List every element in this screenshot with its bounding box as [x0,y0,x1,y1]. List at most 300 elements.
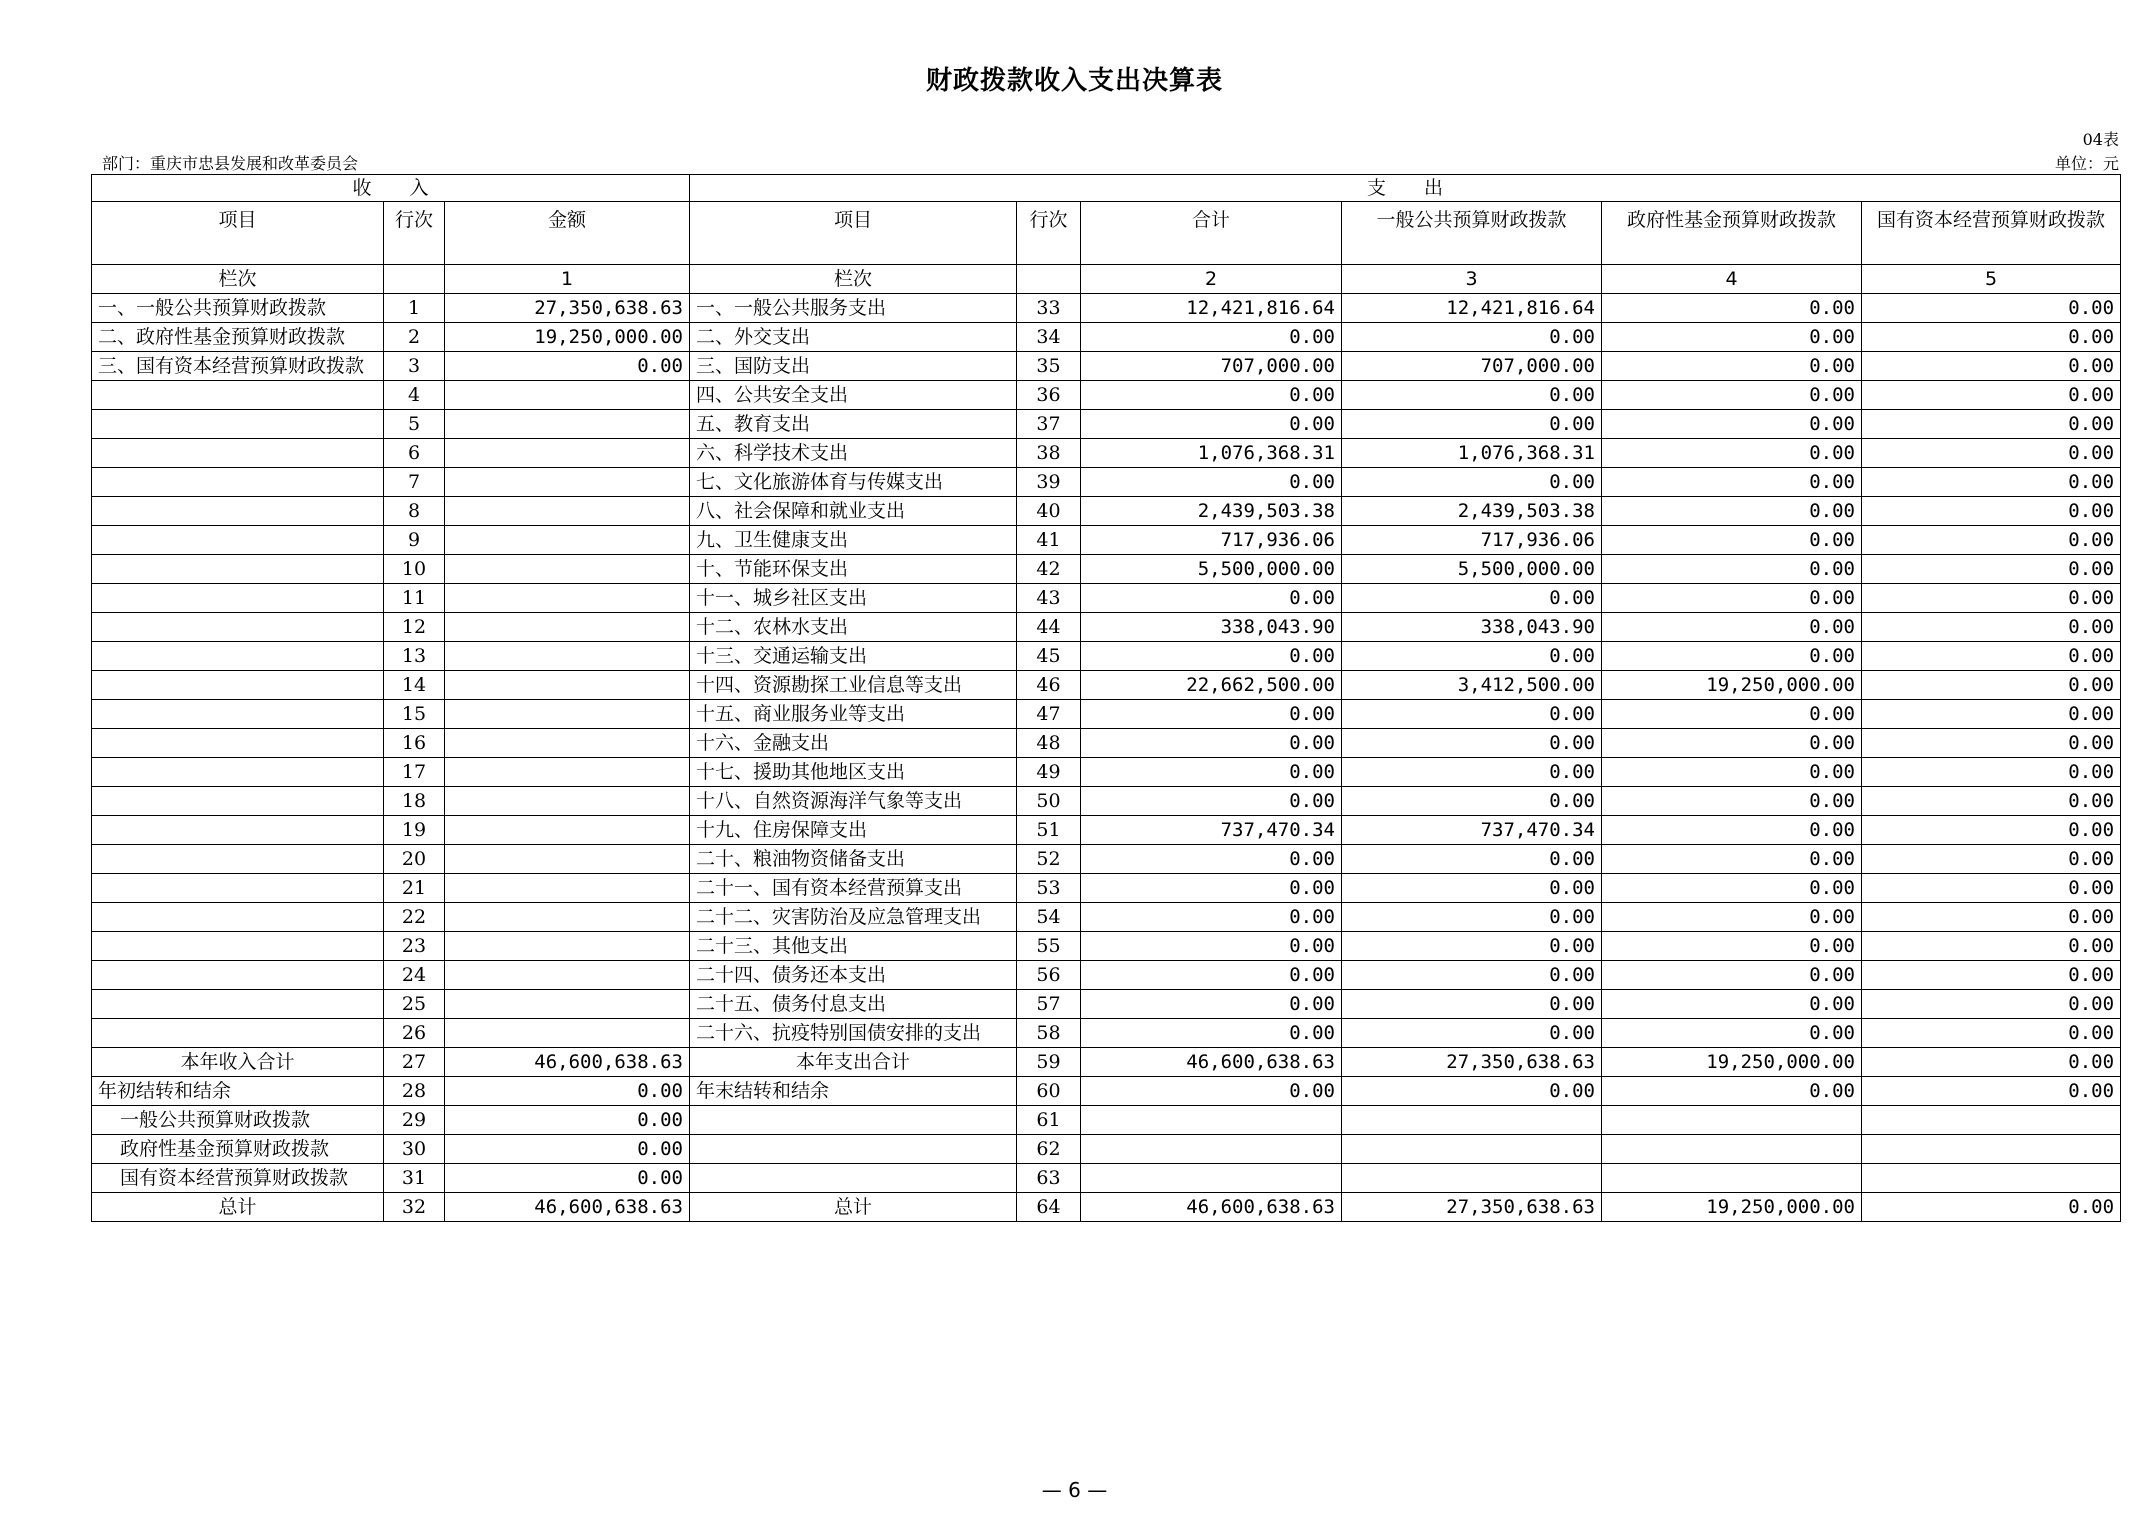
column-index-blank-expense [1017,265,1081,294]
table-row [92,352,2121,381]
income-item [92,642,384,671]
expense-item: 十八、自然资源海洋气象等支出 [690,787,1017,816]
expense-state: 0.00 [1862,439,2121,468]
table-row [92,1019,2121,1048]
expense-item: 二十六、抗疫特别国债安排的支出 [690,1019,1017,1048]
table-row [92,613,2121,642]
table-row [92,526,2121,555]
expense-fund: 0.00 [1602,439,1862,468]
expense-fund: 0.00 [1602,352,1862,381]
income-line: 29 [384,1106,445,1135]
income-amount [445,700,690,729]
income-amount [445,961,690,990]
income-item [92,758,384,787]
income-line: 19 [384,816,445,845]
expense-general: 0.00 [1342,990,1602,1019]
appropriation-table [91,174,2121,1222]
expense-line: 40 [1017,497,1081,526]
expense-fund: 0.00 [1602,990,1862,1019]
expense-line: 58 [1017,1019,1081,1048]
expense-general: 0.00 [1342,903,1602,932]
income-amount [445,845,690,874]
expense-general: 0.00 [1342,961,1602,990]
expense-line: 55 [1017,932,1081,961]
income-item: 年初结转和结余 [92,1077,384,1106]
expense-item: 七、文化旅游体育与传媒支出 [690,468,1017,497]
expense-total [1081,1135,1342,1164]
expense-total: 0.00 [1081,961,1342,990]
income-amount: 0.00 [445,1135,690,1164]
income-amount [445,874,690,903]
income-line: 25 [384,990,445,1019]
expense-item: 二十二、灾害防治及应急管理支出 [690,903,1017,932]
table-row [92,555,2121,584]
expense-state: 0.00 [1862,381,2121,410]
expense-line: 64 [1017,1193,1081,1222]
header-income-amount: 金额 [445,202,690,265]
column-index-2: 2 [1081,265,1342,294]
expense-item: 十四、资源勘探工业信息等支出 [690,671,1017,700]
table-row [92,787,2121,816]
table-row [92,584,2121,613]
expense-item [690,1164,1017,1193]
expense-state [1862,1135,2121,1164]
expense-state: 0.00 [1862,1193,2121,1222]
expense-state: 0.00 [1862,932,2121,961]
income-item [92,816,384,845]
income-item [92,468,384,497]
expense-general: 0.00 [1342,932,1602,961]
expense-general: 707,000.00 [1342,352,1602,381]
income-line: 1 [384,294,445,323]
expense-fund: 0.00 [1602,1019,1862,1048]
expense-fund: 0.00 [1602,381,1862,410]
expense-line: 63 [1017,1164,1081,1193]
income-item: 二、政府性基金预算财政拨款 [92,323,384,352]
expense-state: 0.00 [1862,671,2121,700]
expense-line: 60 [1017,1077,1081,1106]
income-amount [445,381,690,410]
department-label: 部门：重庆市忠县发展和改革委员会 [102,154,359,173]
expense-general: 0.00 [1342,410,1602,439]
expense-line: 62 [1017,1135,1081,1164]
income-amount: 27,350,638.63 [445,294,690,323]
income-amount [445,758,690,787]
expense-line: 59 [1017,1048,1081,1077]
expense-item: 十三、交通运输支出 [690,642,1017,671]
expense-general: 0.00 [1342,700,1602,729]
expense-item: 十七、援助其他地区支出 [690,758,1017,787]
expense-general: 12,421,816.64 [1342,294,1602,323]
income-line: 2 [384,323,445,352]
income-amount: 0.00 [445,352,690,381]
expense-state: 0.00 [1862,352,2121,381]
expense-line: 46 [1017,671,1081,700]
expense-total: 0.00 [1081,642,1342,671]
income-line: 11 [384,584,445,613]
expense-line: 56 [1017,961,1081,990]
expense-total: 717,936.06 [1081,526,1342,555]
column-index-5: 5 [1862,265,2121,294]
expense-fund: 0.00 [1602,410,1862,439]
expense-general: 27,350,638.63 [1342,1048,1602,1077]
expense-state: 0.00 [1862,468,2121,497]
income-amount [445,642,690,671]
income-line: 14 [384,671,445,700]
income-amount [445,671,690,700]
column-index-blank [384,265,445,294]
expense-fund: 0.00 [1602,845,1862,874]
income-amount [445,439,690,468]
expense-line: 38 [1017,439,1081,468]
table-row [92,1077,2121,1106]
expense-item: 十九、住房保障支出 [690,816,1017,845]
expense-fund: 0.00 [1602,758,1862,787]
income-item: 政府性基金预算财政拨款 [92,1135,384,1164]
income-line: 16 [384,729,445,758]
expense-item: 一、一般公共服务支出 [690,294,1017,323]
expense-line: 49 [1017,758,1081,787]
expense-line: 57 [1017,990,1081,1019]
income-item [92,381,384,410]
expense-item: 二十三、其他支出 [690,932,1017,961]
income-line: 13 [384,642,445,671]
expense-line: 39 [1017,468,1081,497]
income-amount [445,410,690,439]
expense-state: 0.00 [1862,700,2121,729]
expense-general: 0.00 [1342,729,1602,758]
expense-line: 47 [1017,700,1081,729]
expense-line: 51 [1017,816,1081,845]
expense-state: 0.00 [1862,729,2121,758]
expense-state: 0.00 [1862,584,2121,613]
expense-total: 0.00 [1081,468,1342,497]
expense-total: 338,043.90 [1081,613,1342,642]
expense-fund: 0.00 [1602,497,1862,526]
income-item [92,961,384,990]
table-row [92,1193,2121,1222]
income-line: 24 [384,961,445,990]
expense-general: 27,350,638.63 [1342,1193,1602,1222]
expense-item: 十五、商业服务业等支出 [690,700,1017,729]
expense-fund [1602,1135,1862,1164]
table-row [92,642,2121,671]
expense-item: 八、社会保障和就业支出 [690,497,1017,526]
income-item [92,990,384,1019]
table-row [92,729,2121,758]
page-number: — 6 — [1041,1478,1108,1502]
income-amount [445,729,690,758]
expense-fund: 0.00 [1602,903,1862,932]
expense-general: 0.00 [1342,1077,1602,1106]
expense-fund: 0.00 [1602,729,1862,758]
expense-item: 三、国防支出 [690,352,1017,381]
expense-state: 0.00 [1862,874,2121,903]
income-item [92,729,384,758]
income-item [92,874,384,903]
expense-line: 53 [1017,874,1081,903]
expense-total: 0.00 [1081,1019,1342,1048]
expense-line: 50 [1017,787,1081,816]
income-amount [445,497,690,526]
expense-item: 本年支出合计 [690,1048,1017,1077]
expense-item: 十、节能环保支出 [690,555,1017,584]
table-row [92,381,2121,410]
income-item [92,613,384,642]
expense-total: 5,500,000.00 [1081,555,1342,584]
table-row [92,1106,2121,1135]
expense-total: 0.00 [1081,1077,1342,1106]
income-line: 30 [384,1135,445,1164]
unit-label: 单位：元 [2054,154,2119,173]
expense-item: 二十五、债务付息支出 [690,990,1017,1019]
income-item [92,845,384,874]
expense-line: 42 [1017,555,1081,584]
income-line: 10 [384,555,445,584]
expense-state: 0.00 [1862,1019,2121,1048]
income-line: 20 [384,845,445,874]
expense-total: 0.00 [1081,845,1342,874]
expense-item: 十一、城乡社区支出 [690,584,1017,613]
expense-fund [1602,1164,1862,1193]
income-amount [445,816,690,845]
income-line: 8 [384,497,445,526]
income-line: 12 [384,613,445,642]
expense-state: 0.00 [1862,642,2121,671]
expense-line: 37 [1017,410,1081,439]
income-item: 一、一般公共预算财政拨款 [92,294,384,323]
income-amount: 0.00 [445,1106,690,1135]
header-income-line: 行次 [384,202,445,265]
table-row [92,1164,2121,1193]
expense-general: 0.00 [1342,1019,1602,1048]
expense-line: 45 [1017,642,1081,671]
expense-item: 十二、农林水支出 [690,613,1017,642]
income-line: 26 [384,1019,445,1048]
expense-state: 0.00 [1862,758,2121,787]
column-index-1: 1 [445,265,690,294]
income-amount [445,932,690,961]
expense-item: 五、教育支出 [690,410,1017,439]
income-item [92,410,384,439]
income-amount [445,990,690,1019]
table-title: 财政拨款收入支出决算表 [925,66,1223,96]
table-row [92,410,2121,439]
expense-state: 0.00 [1862,787,2121,816]
income-item [92,555,384,584]
expense-total: 0.00 [1081,787,1342,816]
table-row [92,874,2121,903]
table-row [92,1135,2121,1164]
income-line: 23 [384,932,445,961]
expense-total: 46,600,638.63 [1081,1193,1342,1222]
expense-fund: 0.00 [1602,323,1862,352]
expense-total: 0.00 [1081,990,1342,1019]
expense-general: 0.00 [1342,381,1602,410]
expense-general: 0.00 [1342,787,1602,816]
expense-line: 41 [1017,526,1081,555]
income-item [92,526,384,555]
expense-total: 0.00 [1081,323,1342,352]
expense-item [690,1106,1017,1135]
expense-general: 0.00 [1342,845,1602,874]
expense-fund: 19,250,000.00 [1602,1048,1862,1077]
income-amount [445,903,690,932]
income-item [92,584,384,613]
income-amount: 46,600,638.63 [445,1193,690,1222]
expense-state: 0.00 [1862,613,2121,642]
expense-state: 0.00 [1862,961,2121,990]
table-row [92,990,2121,1019]
income-amount [445,584,690,613]
expense-fund: 0.00 [1602,526,1862,555]
expense-total [1081,1106,1342,1135]
expense-state [1862,1106,2121,1135]
expense-fund: 0.00 [1602,932,1862,961]
expense-total: 22,662,500.00 [1081,671,1342,700]
header-state: 国有资本经营预算财政拨款 [1862,202,2121,265]
column-index-label: 栏次 [92,265,384,294]
expense-state: 0.00 [1862,294,2121,323]
table-row [92,497,2121,526]
income-line: 18 [384,787,445,816]
expense-line: 33 [1017,294,1081,323]
income-item [92,787,384,816]
income-line: 7 [384,468,445,497]
expense-total: 12,421,816.64 [1081,294,1342,323]
expense-total: 0.00 [1081,410,1342,439]
income-item [92,1019,384,1048]
table-row [92,816,2121,845]
income-amount [445,468,690,497]
income-item: 总计 [92,1193,384,1222]
expense-general [1342,1164,1602,1193]
expense-item: 二十一、国有资本经营预算支出 [690,874,1017,903]
expense-total: 737,470.34 [1081,816,1342,845]
expense-general: 5,500,000.00 [1342,555,1602,584]
expense-state: 0.00 [1862,555,2121,584]
expense-total: 0.00 [1081,932,1342,961]
expense-general: 338,043.90 [1342,613,1602,642]
expense-general: 0.00 [1342,874,1602,903]
expense-general: 0.00 [1342,584,1602,613]
expense-state: 0.00 [1862,845,2121,874]
expense-general [1342,1135,1602,1164]
income-amount [445,1019,690,1048]
expense-total: 0.00 [1081,903,1342,932]
expense-state: 0.00 [1862,816,2121,845]
expense-fund: 0.00 [1602,874,1862,903]
income-line: 15 [384,700,445,729]
expense-fund: 0.00 [1602,294,1862,323]
expense-total: 0.00 [1081,584,1342,613]
income-amount: 46,600,638.63 [445,1048,690,1077]
table-row [92,1048,2121,1077]
income-amount: 19,250,000.00 [445,323,690,352]
expense-general: 0.00 [1342,642,1602,671]
income-line: 3 [384,352,445,381]
expense-line: 36 [1017,381,1081,410]
expense-total: 0.00 [1081,381,1342,410]
income-item [92,903,384,932]
expense-fund: 19,250,000.00 [1602,671,1862,700]
expense-item: 六、科学技术支出 [690,439,1017,468]
header-income-item: 项目 [92,202,384,265]
expense-fund: 0.00 [1602,961,1862,990]
expense-line: 48 [1017,729,1081,758]
expense-line: 54 [1017,903,1081,932]
expense-general [1342,1106,1602,1135]
table-row [92,294,2121,323]
income-amount [445,555,690,584]
header-total: 合计 [1081,202,1342,265]
expense-general: 3,412,500.00 [1342,671,1602,700]
column-index-label-expense: 栏次 [690,265,1017,294]
expense-fund: 0.00 [1602,642,1862,671]
expense-total [1081,1164,1342,1193]
income-line: 28 [384,1077,445,1106]
income-line: 9 [384,526,445,555]
expense-state: 0.00 [1862,1048,2121,1077]
income-item: 一般公共预算财政拨款 [92,1106,384,1135]
header-fund: 政府性基金预算财政拨款 [1602,202,1862,265]
expense-line: 44 [1017,613,1081,642]
expense-state: 0.00 [1862,323,2121,352]
expense-fund: 19,250,000.00 [1602,1193,1862,1222]
income-amount [445,613,690,642]
expense-fund: 0.00 [1602,816,1862,845]
expense-total: 46,600,638.63 [1081,1048,1342,1077]
expense-item: 十六、金融支出 [690,729,1017,758]
expense-line: 34 [1017,323,1081,352]
income-amount [445,787,690,816]
income-section-header: 收 入 [92,175,690,202]
expense-state: 0.00 [1862,526,2121,555]
expense-fund: 0.00 [1602,584,1862,613]
income-line: 27 [384,1048,445,1077]
expense-item: 二十四、债务还本支出 [690,961,1017,990]
expense-total: 0.00 [1081,729,1342,758]
form-number: 04表 [2082,130,2119,149]
expense-general: 0.00 [1342,758,1602,787]
expense-fund [1602,1106,1862,1135]
expense-general: 2,439,503.38 [1342,497,1602,526]
expense-general: 0.00 [1342,468,1602,497]
header-expense-line: 行次 [1017,202,1081,265]
expense-total: 0.00 [1081,874,1342,903]
expense-total: 2,439,503.38 [1081,497,1342,526]
expense-total: 0.00 [1081,700,1342,729]
income-amount: 0.00 [445,1077,690,1106]
expense-state: 0.00 [1862,903,2121,932]
expense-total: 1,076,368.31 [1081,439,1342,468]
expense-item: 总计 [690,1193,1017,1222]
expense-line: 35 [1017,352,1081,381]
income-line: 32 [384,1193,445,1222]
table-row [92,468,2121,497]
income-line: 6 [384,439,445,468]
table-row [92,700,2121,729]
table-row [92,932,2121,961]
expense-item: 九、卫生健康支出 [690,526,1017,555]
expense-fund: 0.00 [1602,700,1862,729]
income-item [92,439,384,468]
expense-general: 1,076,368.31 [1342,439,1602,468]
income-line: 31 [384,1164,445,1193]
table-row [92,903,2121,932]
table-row [92,323,2121,352]
income-line: 4 [384,381,445,410]
